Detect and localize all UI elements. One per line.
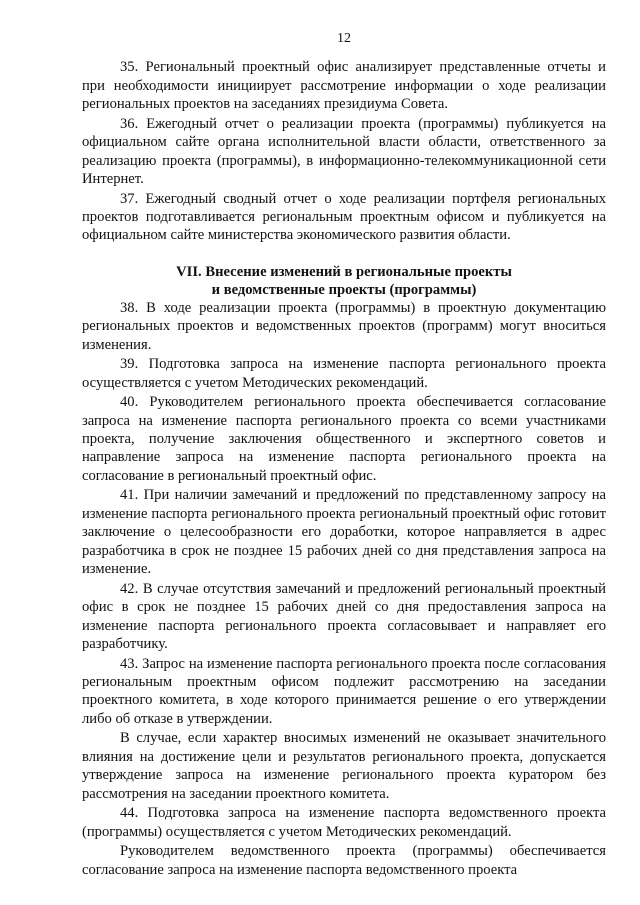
paragraph-35: 35. Региональный проектный офис анализирует представленные отчеты и при необходимости инициирует рассмотрение информации о ходе реализации региональных проектов на заседаниях президиума Совета. — [82, 59, 606, 113]
paragraph-40: 40. Руководителем регионального проекта обеспечивается согласование запроса на изменение паспорта регионального проекта со всеми участниками проекта, получение заключения общественного и экспертного советов и направление запроса на изменение паспорта регионального проекта на согласование в региональный проектный офис. — [82, 394, 606, 484]
page-number: 12 — [337, 31, 351, 46]
paragraph-41: 41. При наличии замечаний и предложений по представленному запросу на изменение паспорта регионального проекта региональный проектный офис готовит заключение о целесообразности его доработки, которое направляется в адрес разработчика в срок не позднее 15 рабочих дней со дня представления запроса на изменение. — [82, 487, 606, 578]
section-heading-line-1: VII. Внесение изменений в региональные проекты — [176, 263, 512, 280]
paragraph-37: 37. Ежегодный сводный отчет о ходе реализации портфеля региональных проектов подготавливается региональным проектным офисом и публикуется на официальном сайте министерства экономического развития области. — [82, 190, 606, 244]
section-heading — [82, 263, 606, 299]
section-heading-line-2: и ведомственные проекты (программы) — [211, 281, 477, 298]
paragraph-36: 36. Ежегодный отчет о реализации проекта (программы) публикуется на официальном сайте органа исполнительной власти области, ответственного за реализацию проекта (программы), в информационно-телекоммуникационной сети Интернет. — [82, 115, 606, 188]
paragraph-39: 39. Подготовка запроса на изменение паспорта регионального проекта осуществляется с учетом Методических рекомендаций. — [82, 356, 606, 391]
paragraph-43: 43. Запрос на изменение паспорта регионального проекта после согласования региональным проектным офисом подлежит рассмотрению на заседании проектного комитета, в ходе которого принимается решение о его утверждении либо об отказе в утверждении. — [82, 655, 606, 727]
paragraph-38: 38. В ходе реализации проекта (программы) в проектную документацию региональных проектов и ведомственных проектов (программ) могут вноситься изменения. — [82, 299, 606, 353]
paragraph-42: 42. В случае отсутствия замечаний и предложений региональный проектный офис в срок не позднее 15 рабочих дней со дня предоставления запроса на изменение паспорта регионального проекта согласовывает и направляет его разработчику. — [82, 580, 606, 652]
document-page — [82, 30, 606, 880]
paragraph-44: 44. Подготовка запроса на изменение паспорта ведомственного проекта (программы) осуществляется с учетом Методических рекомендаций. — [82, 805, 606, 840]
paragraph-44-continuation: Руководителем ведомственного проекта (программы) обеспечивается согласование запроса на изменение паспорта ведомственного проекта — [82, 843, 606, 878]
paragraph-43-exception: В случае, если характер вносимых изменений не оказывает значительного влияния на достижение цели и результатов регионального проекта, допускается утверждение запроса на изменение регионального проекта куратором без рассмотрения на заседании проектного комитета. — [82, 730, 606, 802]
